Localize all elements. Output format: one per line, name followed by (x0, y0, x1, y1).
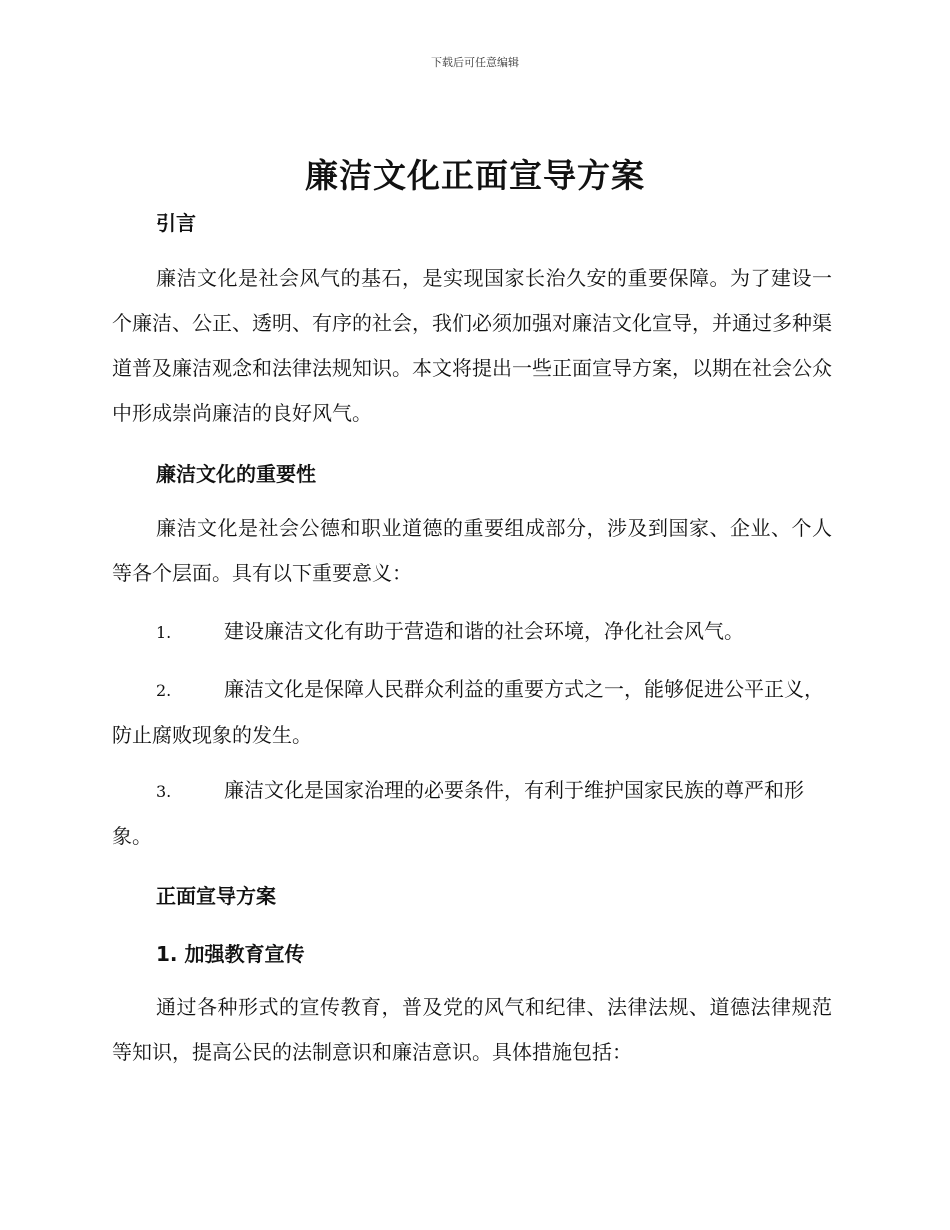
header-note: 下载后可任意编辑 (431, 56, 519, 69)
intro-paragraph: 廉洁文化是社会风气的基石，是实现国家长治久安的重要保障。为了建设一个廉洁、公正、透明、有序的社会，我们必须加强对廉洁文化宣导，并通过多种渠道普及廉洁观念和法律法规知识。本文将提出一些正面宣导方案，以期在社会公众中形成崇尚廉洁的良好风气。 (112, 266, 832, 425)
plan-subheading-1: 1. 加强教育宣传 (156, 942, 305, 966)
list-item-number: 1. (156, 623, 172, 642)
importance-heading: 廉洁文化的重要性 (156, 462, 316, 486)
list-item (112, 768, 832, 859)
plan-heading: 正面宣导方案 (156, 884, 276, 908)
list-item-text: 廉洁文化是国家治理的必要条件，有利于维护国家民族的尊严和形象。 (112, 778, 804, 848)
list-item-number: 3. (156, 782, 172, 801)
list-item-text: 廉洁文化是保障人民群众利益的重要方式之一，能够促进公平正义，防止腐败现象的发生。 (112, 677, 824, 747)
intro-heading: 引言 (156, 211, 196, 235)
plan-paragraph-1: 通过各种形式的宣传教育，普及党的风气和纪律、法律法规、道德法律规范等知识，提高公民的法制意识和廉洁意识。具体措施包括： (112, 995, 832, 1064)
list-item (112, 667, 832, 758)
list-item-text: 建设廉洁文化有助于营造和谐的社会环境，净化社会风气。 (224, 619, 744, 643)
document-title: 廉洁文化正面宣导方案 (305, 156, 645, 195)
importance-paragraph: 廉洁文化是社会公德和职业道德的重要组成部分，涉及到国家、企业、个人等各个层面。具有以下重要意义： (112, 516, 832, 585)
list-item-number: 2. (156, 681, 172, 700)
list-item (112, 609, 832, 655)
